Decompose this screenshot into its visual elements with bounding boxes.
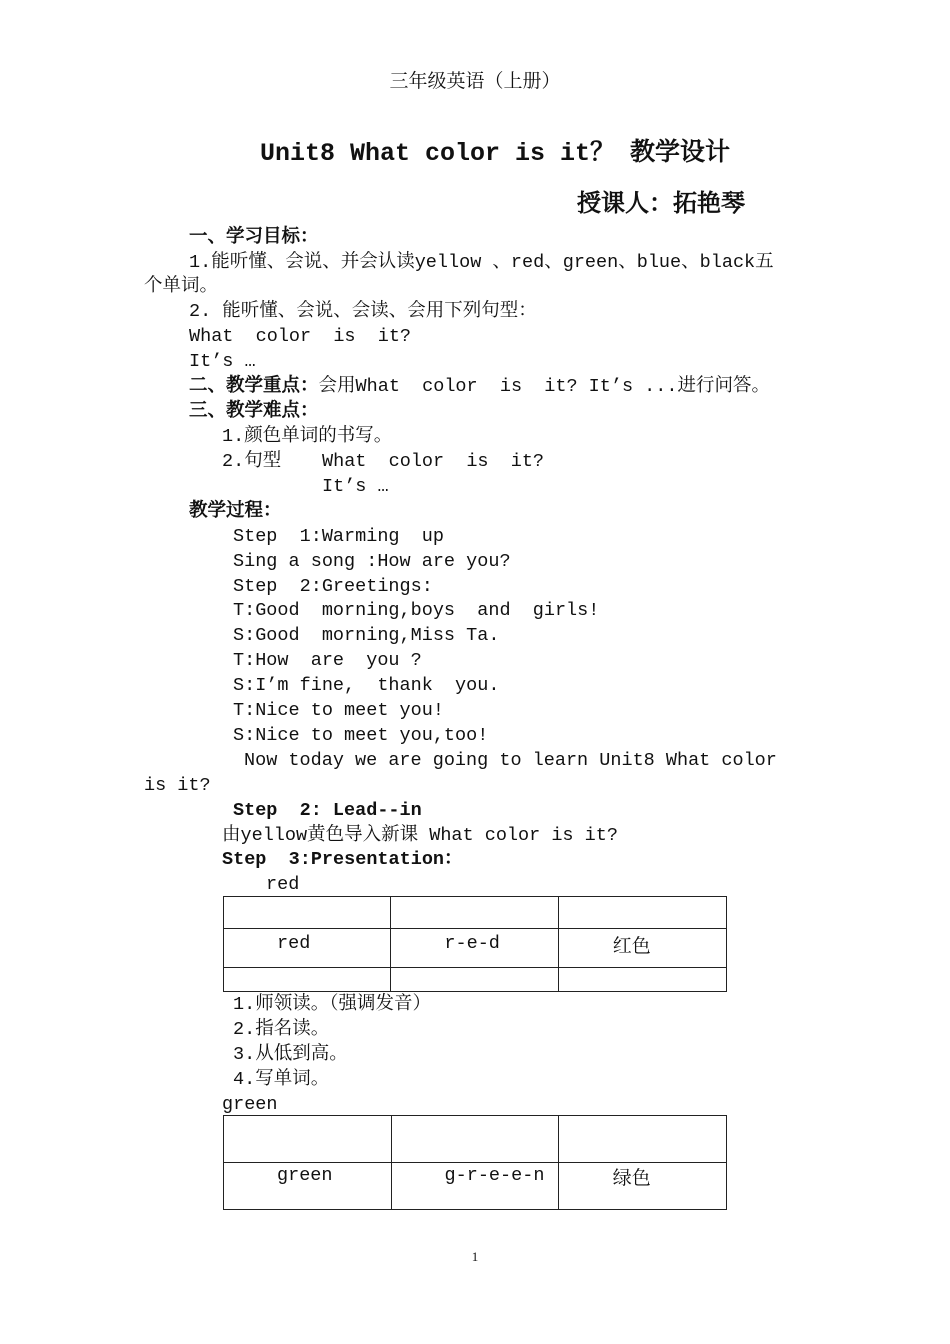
green-word-table: [223, 1115, 727, 1210]
section-heading-key-points: 二、教学重点：: [189, 376, 319, 397]
process-line: Step 2:Greetings:: [233, 576, 433, 597]
difficulty-2-answer: It’s …: [322, 476, 389, 497]
green-word-cell: green: [224, 1163, 392, 1210]
step-lead-in: Step 2: Lead--in: [233, 800, 422, 821]
objective-answer: It’s …: [189, 351, 256, 372]
process-line: S:Good morning,Miss Ta.: [233, 625, 500, 646]
objective-1-line-2: 个单词。: [144, 276, 219, 297]
process-line: Step 1:Warming up: [233, 526, 444, 547]
table-cell: [558, 1116, 726, 1163]
green-spelling-cell: g-r-e-e-n: [391, 1163, 558, 1210]
method-step: 4.写单词。: [233, 1069, 330, 1090]
table-cell: [391, 968, 558, 992]
red-spelling-cell: r-e-d: [391, 929, 558, 968]
table-cell: [224, 1116, 392, 1163]
section-heading-process: 教学过程：: [189, 501, 282, 522]
table-cell: [558, 968, 726, 992]
process-line: T:How are you ?: [233, 650, 422, 671]
process-line: T:Good morning,boys and girls!: [233, 600, 600, 621]
table-cell: [558, 897, 726, 929]
objective-2: 2. 能听懂、会说、会读、会用下列句型：: [189, 301, 537, 322]
step-presentation: Step 3:Presentation：: [222, 849, 463, 870]
green-meaning-cell: 绿色: [558, 1163, 726, 1210]
now-line-2: is it?: [144, 775, 211, 796]
method-step: 3.从低到高。: [233, 1044, 348, 1065]
section-heading-objectives: 一、学习目标：: [189, 227, 319, 248]
page-number: 1: [471, 1249, 479, 1264]
table-cell: [224, 897, 391, 929]
now-line-1: Now today we are going to learn Unit8 What color: [244, 750, 777, 771]
page-header: 三年级英语（上册）: [389, 71, 561, 92]
section-heading-difficulties: 三、教学难点：: [189, 401, 319, 422]
objective-question: What color is it?: [189, 326, 412, 347]
red-label: red: [266, 874, 300, 895]
process-line: T:Nice to meet you!: [233, 700, 444, 721]
table-cell: [391, 1116, 558, 1163]
lead-in-text: 由yellow黄色导入新课 What color is it?: [222, 825, 618, 846]
objective-1-line-1: 1.能听懂、会说、并会认读yellow 、red、green、blue、black五: [189, 252, 774, 273]
key-points-line: [189, 374, 770, 399]
process-line: S:I’m fine, thank you.: [233, 675, 500, 696]
method-step: 2.指名读。: [233, 1019, 330, 1040]
document-title: Unit8 What color is it？ 教学设计: [259, 139, 731, 168]
red-word-table: [223, 896, 727, 992]
difficulty-2-question: What color is it?: [322, 451, 545, 472]
red-word-cell: red: [224, 929, 391, 968]
process-line: S:Nice to meet you,too!: [233, 725, 489, 746]
document-author: 授课人：拓艳琴: [577, 189, 745, 217]
green-label: green: [222, 1094, 278, 1115]
table-cell: [224, 968, 391, 992]
process-line: Sing a song :How are you?: [233, 551, 511, 572]
key-points-text: 会用What color is it? It’s ...进行问答。: [318, 376, 770, 397]
method-step: 1.师领读。（强调发音）: [233, 994, 431, 1015]
red-meaning-cell: 红色: [558, 929, 726, 968]
table-cell: [391, 897, 558, 929]
difficulty-1: 1.颜色单词的书写。: [222, 426, 393, 447]
difficulty-2-prefix: 2.句型: [222, 451, 282, 472]
